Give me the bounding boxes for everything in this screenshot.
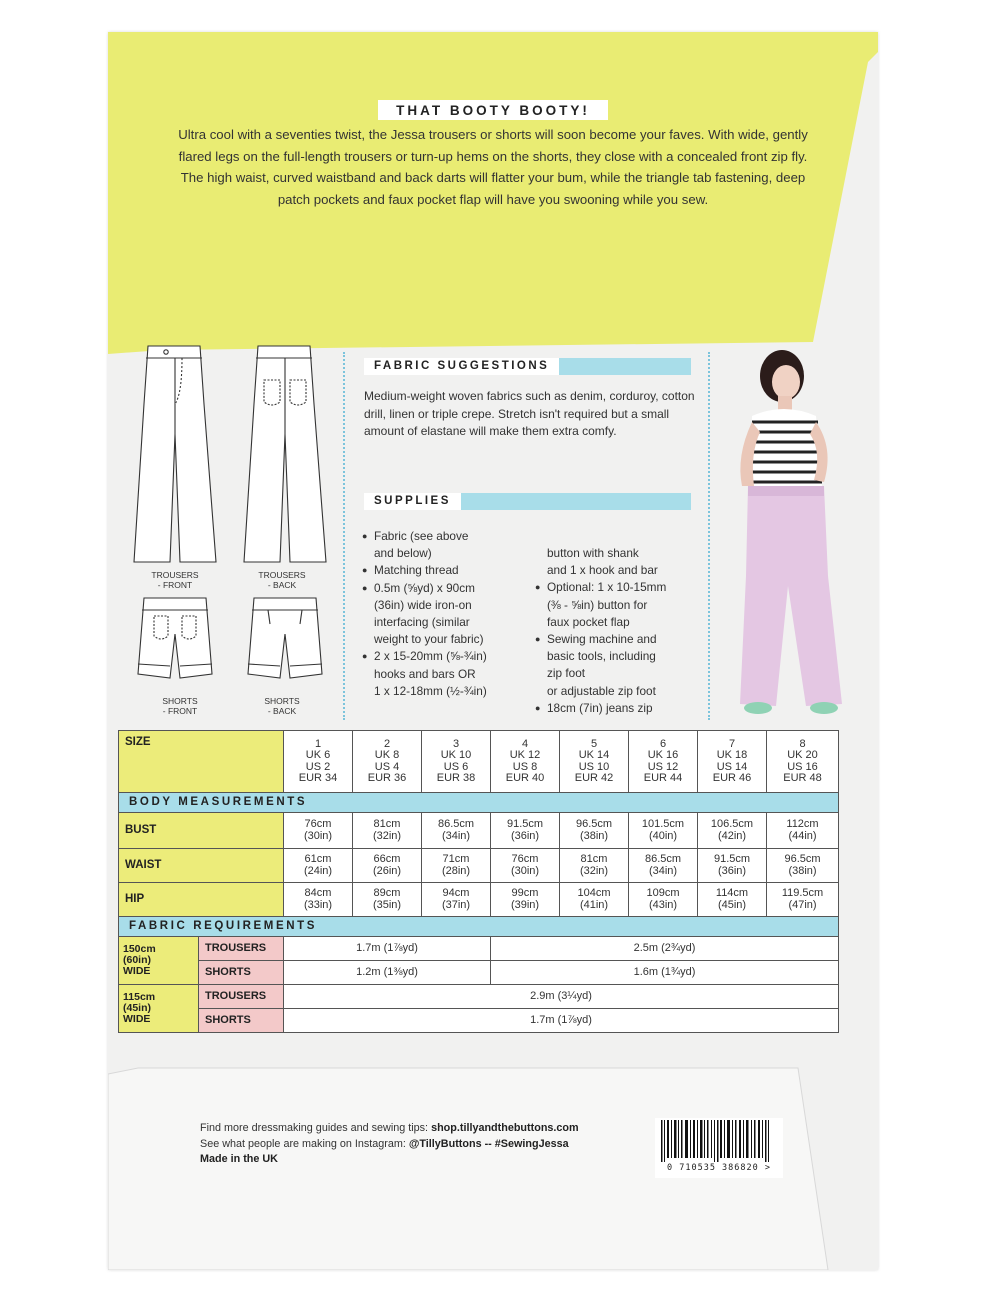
fabric-requirements-header [119, 917, 839, 937]
measure-in: (32in) [372, 829, 402, 842]
table-row [119, 961, 839, 985]
instagram-link[interactable]: @TillyButtons -- #SewingJessa [408, 1137, 569, 1150]
requirement-cell: 1.6m (1¾yd) [491, 961, 839, 985]
width-line: 115cm [123, 991, 156, 1003]
size-eur: EUR 44 [643, 772, 683, 784]
caption-shorts-back [242, 696, 322, 716]
measure-cell [698, 813, 767, 849]
list-item: hooks and bars OR [374, 666, 476, 681]
size-cell [629, 731, 698, 793]
table-row [119, 883, 839, 917]
list-item: (⅜ - ⅝in) button for [547, 597, 648, 612]
measure-cell [560, 849, 629, 883]
list-item: interfacing (similar [374, 615, 470, 630]
trousers-label: TROUSERS [199, 985, 284, 1009]
measure-in: (45in) [717, 898, 747, 911]
size-uk: UK 14 [578, 749, 610, 761]
headline: THAT BOOTY BOOTY! [378, 100, 608, 120]
list-item: and below) [374, 546, 432, 561]
requirement-cell: 1.7m (1⅞yd) [284, 937, 491, 961]
size-eur: EUR 36 [367, 772, 407, 784]
table-row [119, 985, 839, 1009]
measure-cm: 99cm [511, 887, 539, 899]
measure-cm: 119.5cm [781, 887, 824, 899]
requirement-cell: 1.2m (1⅜yd) [284, 961, 491, 985]
measure-cm: 76cm [511, 853, 539, 865]
table-row [119, 849, 839, 883]
size-us: US 16 [787, 760, 818, 773]
measure-cell [560, 813, 629, 849]
measure-in: (32in) [579, 864, 609, 877]
size-cell [422, 731, 491, 793]
measure-cell [284, 813, 353, 849]
measure-cm: 86.5cm [437, 818, 475, 830]
measure-cm: 104cm [577, 887, 611, 899]
measure-cm: 66cm [373, 853, 401, 865]
trousers-front-drawing [130, 344, 220, 566]
measure-in: (37in) [441, 898, 471, 911]
caption-line: TROUSERS [258, 570, 306, 580]
measure-in: (34in) [648, 864, 678, 877]
measure-in: (38in) [579, 829, 609, 842]
body-measurements-label: BODY MEASUREMENTS [119, 793, 839, 813]
measure-cell [491, 883, 560, 917]
shorts-label: SHORTS [199, 1009, 284, 1033]
size-number: 8 [799, 737, 806, 750]
measure-cm: 106.5cm [710, 818, 754, 830]
caption-line: SHORTS [162, 696, 198, 706]
list-item: faux pocket flap [547, 614, 630, 629]
measure-cell [422, 849, 491, 883]
measure-cell [560, 883, 629, 917]
size-uk: UK 12 [509, 749, 541, 761]
footer-info [200, 1121, 579, 1168]
shorts-label: SHORTS [199, 961, 284, 985]
measure-in: (28in) [441, 864, 471, 877]
size-number: 5 [590, 737, 598, 750]
measure-cell [284, 883, 353, 917]
divider-left [343, 352, 345, 720]
measure-cm: 114cm [715, 887, 749, 899]
shorts-front-drawing [130, 594, 220, 690]
size-eur: EUR 42 [574, 772, 614, 784]
width-line: (45in) [123, 1002, 152, 1014]
size-eur: EUR 34 [298, 772, 338, 784]
size-us: US 2 [305, 760, 331, 773]
size-uk: UK 16 [647, 749, 679, 761]
size-number: 2 [383, 737, 391, 750]
width-line: (60in) [123, 954, 152, 966]
measure-cell [422, 883, 491, 917]
measure-cell [767, 849, 839, 883]
measure-in: (40in) [648, 829, 678, 842]
size-number: 4 [521, 737, 529, 750]
size-eur: EUR 48 [783, 772, 822, 784]
size-cell [284, 731, 353, 793]
caption-line: - FRONT [157, 580, 193, 590]
body-measurements-header [119, 793, 839, 813]
measure-cell [353, 883, 422, 917]
footer-text: See what people are making on Instagram: [200, 1137, 409, 1150]
list-item: zip foot [547, 666, 586, 681]
size-cell [698, 731, 767, 793]
measure-in: (34in) [441, 829, 471, 842]
fabric-requirements-label: FABRIC REQUIREMENTS [119, 917, 839, 937]
measure-cm: 91.5cm [713, 853, 751, 865]
size-us: US 14 [716, 760, 748, 773]
size-cell [767, 731, 839, 793]
measure-cm: 96.5cm [575, 818, 613, 830]
measure-cm: 96.5cm [784, 853, 821, 865]
measure-cm: 101.5cm [641, 818, 685, 830]
barcode-bars [655, 1118, 783, 1162]
size-number: 7 [728, 737, 736, 750]
list-item: button with shank [547, 546, 639, 560]
supplies-list-right [535, 545, 715, 717]
table-row [119, 813, 839, 849]
size-uk: UK 8 [374, 749, 400, 761]
supplies-header [364, 493, 691, 510]
shorts-back-drawing [240, 594, 330, 690]
measure-cell [491, 813, 560, 849]
size-uk: UK 18 [716, 749, 748, 761]
measure-in: (30in) [510, 864, 540, 877]
measure-in: (36in) [510, 829, 540, 842]
measure-cell [629, 813, 698, 849]
width-line: WIDE [123, 1013, 151, 1025]
measure-cm: 94cm [442, 887, 470, 899]
supplies-list-left [362, 528, 542, 700]
size-cell [560, 731, 629, 793]
measure-in: (43in) [648, 898, 678, 911]
measure-cm: 61cm [304, 853, 332, 865]
list-item: ● 0.5m (⅝yd) x 90cm [362, 580, 542, 597]
width-line: 150cm [123, 943, 156, 955]
list-item: ● Sewing machine and [535, 631, 715, 648]
measure-cm: 89cm [373, 887, 401, 899]
footer-line-1 [200, 1121, 579, 1137]
measure-cm: 86.5cm [644, 853, 682, 865]
caption-shorts-front [140, 696, 220, 716]
footer-text: Find more dressmaking guides and sewing tips: [200, 1122, 432, 1134]
caption-line: - FRONT [162, 706, 198, 716]
size-row [119, 731, 839, 793]
measure-cm: 71cm [442, 853, 470, 865]
measure-cell [629, 883, 698, 917]
measure-in: (39in) [510, 898, 540, 911]
measure-in: (24in) [303, 864, 333, 877]
measure-cm: 81cm [373, 818, 401, 830]
list-item: ● Optional: 1 x 10-15mm [535, 579, 715, 596]
measure-in: (30in) [303, 829, 333, 842]
row-label: WAIST [119, 849, 284, 883]
caption-trousers-back [242, 570, 322, 590]
measure-in: (36in) [717, 864, 747, 877]
measure-in: (44in) [788, 829, 817, 842]
measure-cell [353, 813, 422, 849]
size-cell [491, 731, 560, 793]
fabric-suggestions-header [364, 358, 691, 375]
width-150-label [119, 937, 199, 985]
technical-drawings [110, 338, 346, 728]
measure-cell [767, 813, 839, 849]
measure-in: (41in) [579, 898, 609, 911]
measure-cm: 76cm [304, 818, 332, 830]
size-eur: EUR 46 [712, 772, 752, 784]
measure-cell [491, 849, 560, 883]
measure-cm: 81cm [580, 853, 608, 865]
caption-line: TROUSERS [151, 570, 199, 580]
list-item: 1 x 12-18mm (½-¾in) [374, 683, 487, 698]
size-uk: UK 20 [787, 749, 818, 761]
table-row [119, 1009, 839, 1033]
width-line: WIDE [123, 965, 151, 977]
size-us: US 10 [578, 760, 610, 773]
size-number: 3 [452, 737, 460, 750]
measure-cm: 84cm [304, 887, 332, 899]
requirement-cell: 2.9m (3¼yd) [284, 985, 839, 1009]
caption-trousers-front [135, 570, 215, 590]
caption-line: - BACK [267, 706, 297, 716]
size-number: 1 [314, 737, 322, 750]
list-item: ● 18cm (7in) jeans zip [535, 700, 715, 717]
list-item: basic tools, including [547, 649, 656, 664]
row-label: HIP [119, 883, 284, 917]
list-item: ● Matching thread [362, 562, 542, 579]
size-us: US 8 [512, 760, 538, 773]
measure-cell [698, 849, 767, 883]
list-item: weight to your fabric) [374, 632, 484, 647]
measure-cm: 91.5cm [506, 818, 544, 830]
requirement-cell: 1.7m (1⅞yd) [284, 1009, 839, 1033]
size-us: US 4 [374, 760, 400, 773]
size-chart [118, 730, 839, 1033]
intro-text: Ultra cool with a seventies twist, the Jessa trousers or shorts will soon become your faves. With wide, gently flared legs on the full-length trousers or turn-up hems on the shorts, they close with a concealed front zip fly. The high waist, curved waistband and back darts will flatter your bum, while the triangle tab fastening, deep patch pockets and faux pocket flap will have you swooning while you sew. [178, 127, 808, 207]
list-item: (36in) wide iron-on [374, 597, 472, 612]
trousers-back-drawing [240, 344, 330, 566]
size-uk: UK 6 [305, 749, 331, 761]
size-eur: EUR 40 [505, 772, 545, 784]
measure-in: (47in) [788, 898, 817, 911]
measure-cell [353, 849, 422, 883]
width-115-label [119, 985, 199, 1033]
list-item: ● 2 x 15-20mm (⅝-¾in) [362, 648, 542, 665]
measure-cell [422, 813, 491, 849]
list-item: and 1 x hook and bar [547, 563, 658, 578]
barcode-number: 0 710535 386820 > [667, 1163, 771, 1173]
caption-line: - BACK [267, 580, 297, 590]
measure-in: (26in) [372, 864, 402, 877]
headline-banner [108, 100, 878, 120]
measure-in: (38in) [788, 864, 817, 877]
size-us: US 6 [443, 760, 469, 773]
footer-line-3 [200, 1152, 579, 1168]
caption-line: SHORTS [264, 696, 300, 706]
size-label: SIZE [119, 731, 284, 793]
measure-in: (33in) [303, 898, 333, 911]
list-item: or adjustable zip foot [547, 683, 656, 698]
size-eur: EUR 38 [436, 772, 476, 784]
measure-cm: 109cm [646, 887, 680, 899]
footer-line-2 [200, 1137, 579, 1153]
measure-in: (35in) [372, 898, 402, 911]
measure-cell [698, 883, 767, 917]
fabric-suggestions-text: Medium-weight woven fabrics such as denim, corduroy, cotton drill, linen or triple crepe. Stretch isn't required but a small amount of elastane will make them extra comfy. [364, 389, 695, 438]
size-uk: UK 10 [440, 749, 472, 761]
row-label: BUST [119, 813, 284, 849]
model-photo [724, 336, 876, 726]
requirement-cell: 2.5m (2¾yd) [491, 937, 839, 961]
barcode [655, 1118, 783, 1178]
list-item: ● Fabric (see above [362, 528, 542, 545]
size-table [118, 730, 838, 1033]
measure-cm: 112cm [786, 818, 819, 830]
table-row [119, 937, 839, 961]
trousers-label: TROUSERS [199, 937, 284, 961]
supplies-title: SUPPLIES [364, 493, 461, 510]
size-us: US 12 [647, 760, 679, 773]
measure-in: (42in) [717, 829, 747, 842]
measure-cell [284, 849, 353, 883]
measure-cell [767, 883, 839, 917]
size-number: 6 [659, 737, 667, 750]
size-cell [353, 731, 422, 793]
shop-link[interactable]: shop.tillyandthebuttons.com [431, 1122, 579, 1134]
fabric-suggestions-title: FABRIC SUGGESTIONS [364, 358, 559, 375]
measure-cell [629, 849, 698, 883]
made-in-uk: Made in the UK [200, 1153, 278, 1165]
